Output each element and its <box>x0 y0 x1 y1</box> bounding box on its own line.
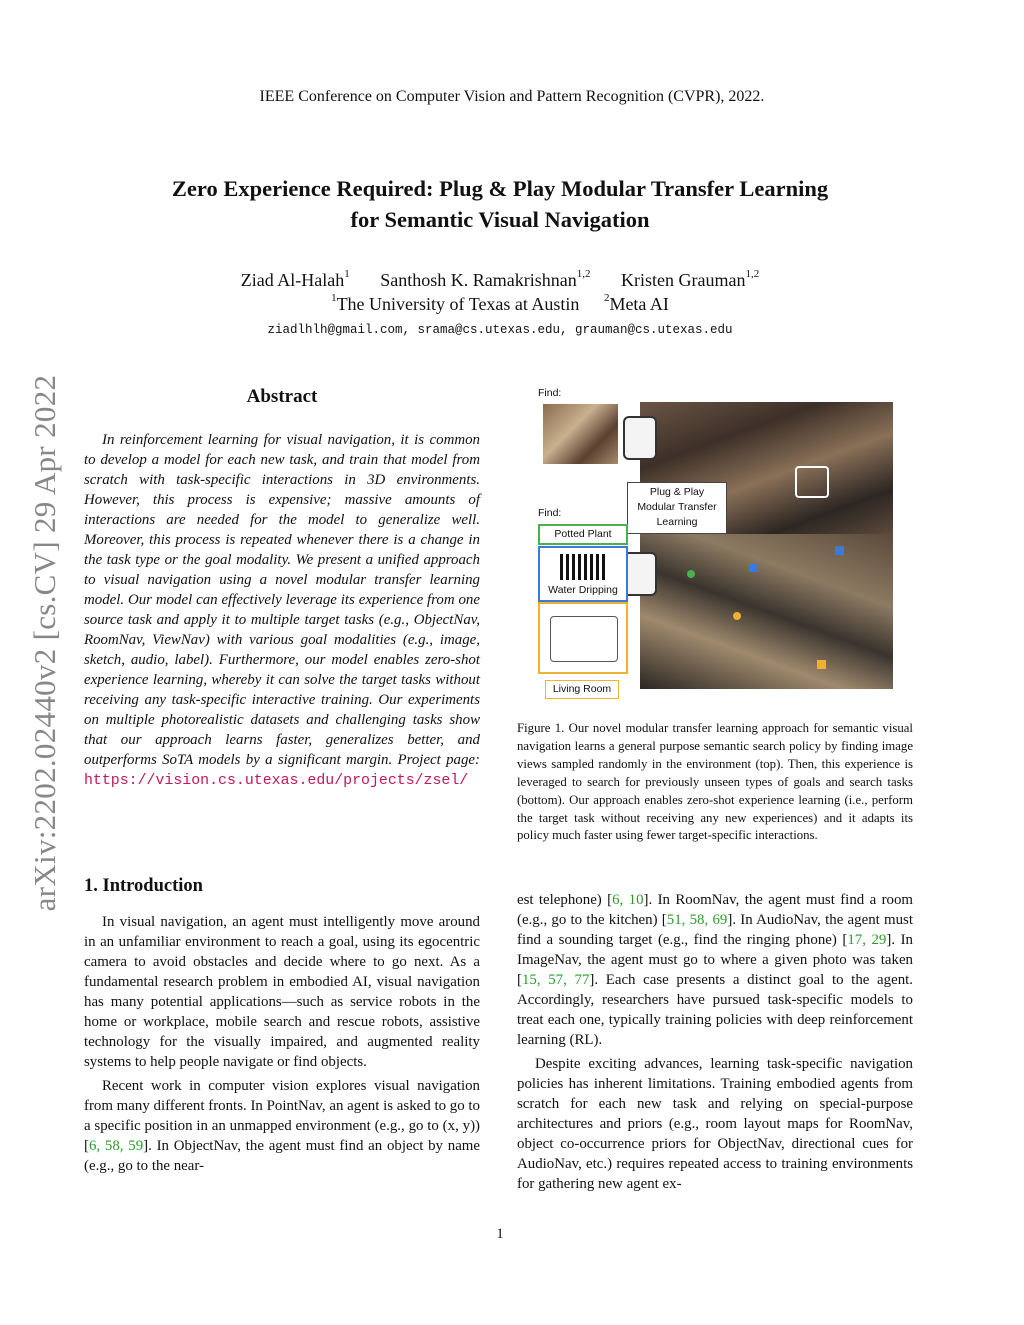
chip-potted-plant: Potted Plant <box>538 524 628 545</box>
citation-link[interactable]: 51, 58, 69 <box>666 912 728 928</box>
right-paragraph-1: est telephone) [6, 10]. In RoomNav, the agent must find a room (e.g., go to the kitchen) [51, 58, 69]. In AudioNav, the agent must find a sounding target (e.g., find the ringing phone) [17, 29]. In ImageNav, the agent must go to where a given photo was taken [15, 57, 77]. Each case presents a distinct goal to the agent. Accordingly, researchers have pursued task-specific models to treat each one, typically training policies with deep reinforcement learning (RL). <box>517 892 913 1048</box>
abstract-heading: Abstract <box>246 386 318 407</box>
chip-living-room: Living Room <box>545 680 619 699</box>
path-node-orange <box>733 612 741 620</box>
audio-goal-box <box>538 546 628 602</box>
citation-link[interactable]: 6, 10 <box>612 892 644 908</box>
abstract-body: In reinforcement learning for visual navigation, it is common to develop a model for each new task, and train that model from scratch with task-specific interactions in 3D environments. However, this process is expensive; massive amounts of interactions are needed for the model to generalize well. Moreover, this process is repeated whenever there is a change in the task type or the goal modality. We present a unified approach to visual navigation using a novel modular transfer learning model. Our model can effectively leverage its experience from one source task and apply it to multiple target tasks (e.g., ObjectNav, RoomNav, ViewNav) with various goal modalities (e.g., image, sketch, audio, label). Furthermore, our model enables zero-shot experience learning, whereby it can solve the target tasks without receiving any task-specific interactive training. Our experiments on multiple photorealistic datasets and challenging tasks show that our approach learns faster, generalizes better, and outperforms SoTA models by a significant margin. Project page: https://vision.cs.utexas.edu/projects/zsel/ <box>84 432 480 789</box>
title-line-1: Zero Experience Required: Plug & Play Modular Transfer Learning <box>171 176 829 201</box>
right-paragraph-2: Despite exciting advances, learning task-specific navigation policies has inherent limitations. Training embodied agents from scratch for each new task and relying on special-purpose architectures and priors (e.g., room layout maps for RoomNav, object co-occurrence priors for ObjectNav, directional cues for AudioNav, etc.) requires repeated access to training environments for gathering new agent ex- <box>517 1056 913 1192</box>
query-image-top <box>543 404 618 464</box>
map-bottom <box>640 534 893 689</box>
intro-heading: 1. Introduction <box>84 876 203 896</box>
citation-link[interactable]: 6, 58, 59 <box>88 1138 144 1154</box>
sketch-goal-box <box>538 602 628 674</box>
figure-1 <box>535 384 893 704</box>
paper-title <box>100 173 900 235</box>
right-column-body <box>517 890 913 1198</box>
find-label-bottom: Find: <box>538 507 562 519</box>
citation-link[interactable]: 15, 57, 77 <box>521 972 590 988</box>
affiliations <box>0 294 1000 315</box>
find-label-top: Find: <box>538 387 562 399</box>
venue-line: IEEE Conference on Computer Vision and Pattern Recognition (CVPR), 2022. <box>259 88 765 105</box>
title-line-2: for Semantic Visual Navigation <box>350 207 650 232</box>
robot-icon-top <box>623 416 657 460</box>
page-number: 1 <box>496 1226 504 1242</box>
author-3: Kristen Grauman$^{1,2}$ <box>620 268 760 290</box>
author-emails: ziadlhlh@gmail.com, srama@cs.utexas.edu, grauman@cs.utexas.edu <box>267 323 733 337</box>
author-2: Santhosh K. Ramakrishnan$^{1,2}$ <box>380 268 591 290</box>
figure-caption: Figure 1. Our novel modular transfer learning approach for semantic visual navigation learns a general purpose semantic search policy by finding image views sampled randomly in the environment (top). Then, this experience is leveraged to search for previously unseen types of goals and search tasks (bottom). Our approach enables zero-shot experience learning (i.e., perform the target task without receiving any new experiences) and it adapts its policy much faster using fewer target-specific interactions. <box>517 721 913 843</box>
path-node-blue <box>749 564 757 572</box>
goal-marker-blue <box>835 546 844 555</box>
affiliation-1: $^1$The University of Texas at Austin <box>331 292 580 314</box>
affiliation-2: $^2$Meta AI <box>603 292 669 314</box>
plug-play-callout: Plug & Play Modular Transfer Learning <box>627 482 727 534</box>
path-node-green <box>687 570 695 578</box>
intro-paragraph-1: In visual navigation, an agent must intelligently move around in an unfamiliar environment to reach a goal, using its egocentric camera to avoid obstacles and decide where to go next. As a fundamental research problem in embodied AI, visual navigation has many potential applications—such as service robots in the home or workplace, mobile search and rescue robots, assistive technology for the visually impaired, and augmented reality systems to help people navigate or find objects. <box>84 914 480 1070</box>
intro-body <box>84 912 480 1180</box>
goal-view-marker <box>795 466 829 498</box>
bed-sketch-icon <box>550 616 618 662</box>
goal-marker-orange <box>817 660 826 669</box>
robot-icon-bottom <box>623 552 657 596</box>
project-link[interactable]: https://vision.cs.utexas.edu/projects/zsel/ <box>84 773 469 789</box>
citation-link[interactable]: 17, 29 <box>847 932 887 948</box>
author-1: Ziad Al-Halah$^1$ <box>240 268 350 290</box>
author-list <box>0 270 1000 291</box>
arxiv-watermark: arXiv:2202.02440v2 [cs.CV] 29 Apr 2022 <box>27 374 62 912</box>
intro-paragraph-2: Recent work in computer vision explores visual navigation from many different fronts. In PointNav, an agent is asked to go to a specific position in an unmapped environment (e.g., go to (x, y)) [6, 58, 59]. In ObjectNav, the agent must find an object by name (e.g., go to the near- <box>84 1078 480 1174</box>
chip-water-dripping: Water Dripping <box>548 584 618 596</box>
waveform-icon <box>560 554 606 580</box>
